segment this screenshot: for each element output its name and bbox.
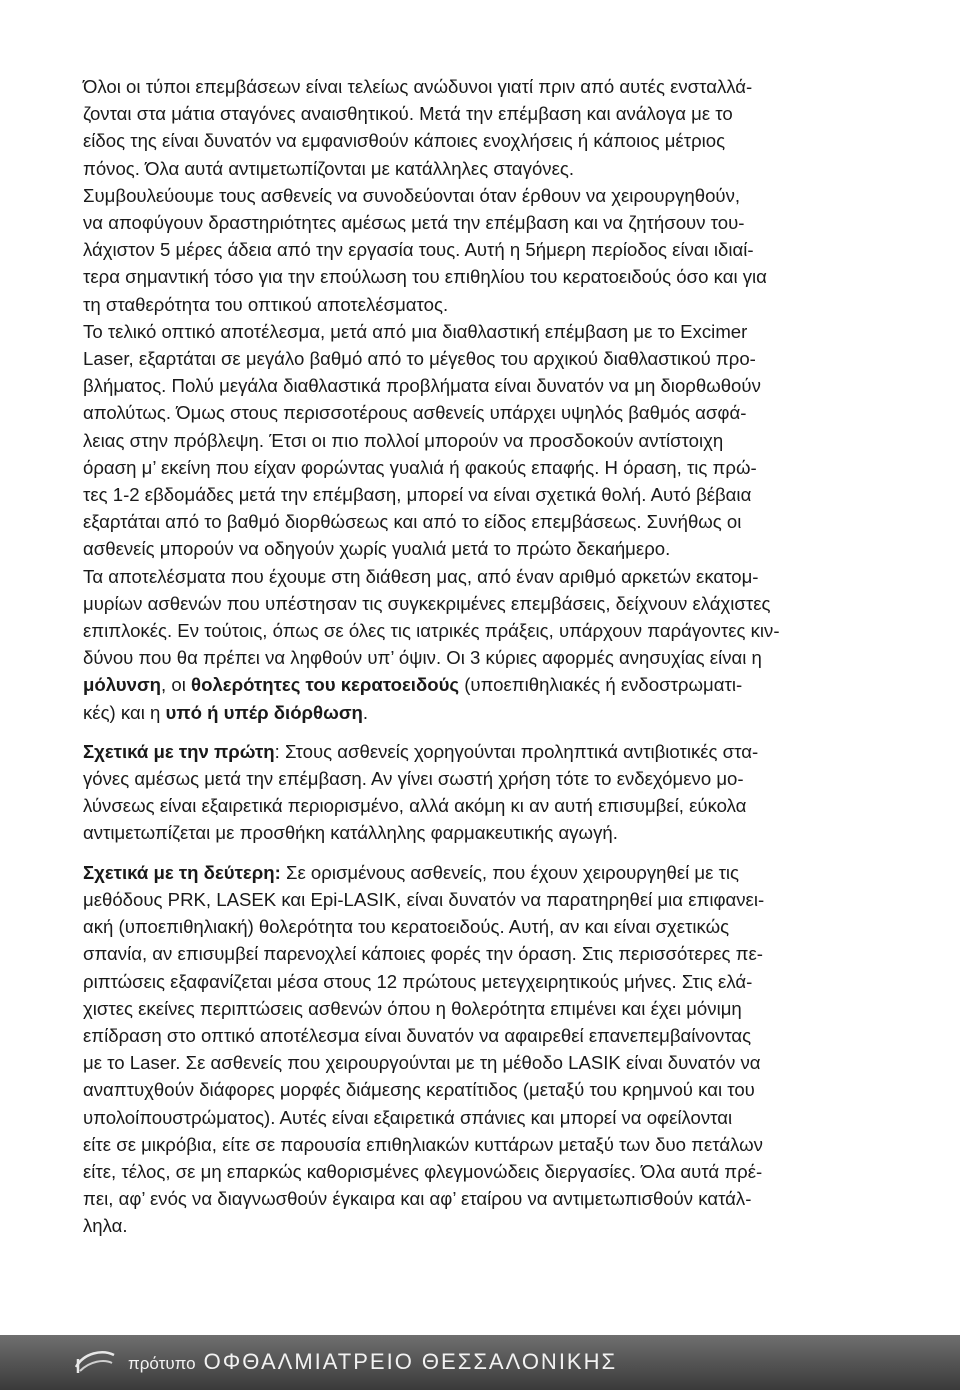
- paragraph-first: [83, 738, 877, 847]
- bold-term-haze: θολερότητες του κερατοειδούς: [191, 674, 460, 696]
- text-fragment: Σε ορισμένους ασθενείς, που έχουν χειρουργηθεί με τις: [280, 861, 740, 883]
- text-line: αντιμετωπίζεται με προσθήκη κατάλληλης φαρμακευτικής αγωγή.: [83, 822, 618, 844]
- bold-term-correction: υπό ή υπέρ διόρθωση: [165, 701, 363, 723]
- text-line: Τα αποτελέσματα που έχουμε στη διάθεση μας, από έναν αριθμό αρκετών εκατομ-: [83, 565, 759, 587]
- text-line: με το Laser. Σε ασθενείς που χειρουργούνται με τη μέθοδο LASIK είναι δυνατόν να: [83, 1052, 761, 1074]
- text-line: Όλοι οι τύποι επεμβάσεων είναι τελείως ανώδυνοι γιατί πριν από αυτές ενσταλλά-: [83, 76, 753, 97]
- text-line: να αποφύγουν δραστηριότητες αμέσως μετά την επέμβαση και να ζητήσουν του-: [83, 212, 745, 234]
- paragraph-recommendations: [83, 182, 877, 318]
- text-line: επίδραση στο οπτικό αποτέλεσμα είναι δυνατόν να αφαιρεθεί επανεπεμβαίνοντας: [83, 1024, 752, 1046]
- paragraph-complications: [83, 563, 877, 726]
- text-line: Συμβουλεύουμε τους ασθενείς να συνοδεύονται όταν έρθουν να χειρουργηθούν,: [83, 184, 741, 206]
- text-line: πει, αφ’ ενός να διαγνωσθούν έγκαιρα και αφ’ εταίρου να αντιμετωπισθούν κατάλ-: [83, 1188, 752, 1210]
- text-line: υπολοίπουστρώματος). Αυτές είναι εξαιρετικά σπάνιες και μπορεί να οφείλονται: [83, 1106, 733, 1128]
- section-heading-second: Σχετικά με τη δεύτερη:: [83, 861, 281, 883]
- document-body: [83, 73, 877, 1240]
- text-fragment: , οι: [161, 674, 192, 696]
- text-line: ριπτώσεις εξαφανίζεται μέσα στους 12 πρώτους μετεγχειρητικούς μήνες. Στις ελά-: [83, 970, 753, 992]
- eye-swoosh-icon: [72, 1345, 116, 1377]
- section-heading-first: Σχετικά με την πρώτη: [83, 740, 275, 762]
- text-line: βλήματος. Πολύ μεγάλα διαθλαστικά προβλήματα είναι δυνατόν να μη διορθωθούν: [83, 375, 761, 397]
- text-line: ληλα.: [83, 1215, 128, 1237]
- text-line: λύνσεως είναι εξαιρετικά περιορισμένο, αλλά ακόμη κι αν αυτή επισυμβεί, εύκολα: [83, 795, 747, 817]
- text-line: Laser, εξαρτάται σε μεγάλο βαθμό από το μέγεθος του αρχικού διαθλαστικού προ-: [83, 348, 756, 370]
- text-line: απολύτως. Όμως στους περισσοτέρους ασθενείς υπάρχει υψηλός βαθμός ασφά-: [83, 402, 747, 424]
- text-line: είδος της είναι δυνατόν να εμφανισθούν κάποιες ενοχλήσεις ή κάποιος μέτριος: [83, 130, 726, 152]
- text-line: τη σταθερότητα του οπτικού αποτελέσματος.: [83, 293, 449, 315]
- paragraph-anesthesia: [83, 73, 877, 182]
- text-line: λειας στην πρόβλεψη. Έτσι οι πιο πολλοί μπορούν να προσδοκούν αντίστοιχη: [83, 429, 724, 451]
- paragraph-final-result: [83, 318, 877, 563]
- text-line: ακή (υποεπιθηλιακή) θολερότητα του κερατοειδούς. Αυτή, αν και είναι σχετικώς: [83, 916, 730, 938]
- text-line: [83, 671, 877, 698]
- text-line: χιστες εκείνες περιπτώσεις ασθενών όπου η θολερότητα επιμένει και έχει μόνιμη: [83, 997, 742, 1019]
- footer-brand: [128, 1349, 617, 1377]
- text-line: πόνος. Όλα αυτά αντιμετωπίζονται με κατάλληλες σταγόνες.: [83, 157, 575, 179]
- text-line: τες 1-2 εβδομάδες μετά την επέμβαση, μπορεί να είναι σχετικά θολή. Αυτό βέβαια: [83, 484, 752, 506]
- footer-prefix: πρότυπο: [128, 1354, 196, 1373]
- text-line: δύνου που θα πρέπει να ληφθούν υπ’ όψιν. Οι 3 κύριες αφορμές ανησυχίας είναι η: [83, 647, 762, 669]
- text-line: είτε σε μικρόβια, είτε σε παρουσία επιθηλιακών κυττάρων μεταξύ των δυο πετάλων: [83, 1133, 763, 1155]
- text-line: επιπλοκές. Εν τούτοις, όπως σε όλες τις ιατρικές πράξεις, υπάρχουν παράγοντες κιν-: [83, 620, 780, 642]
- text-line: γόνες αμέσως μετά την επέμβαση. Αν γίνει σωστή χρήση τότε το ενδεχόμενο μο-: [83, 768, 744, 790]
- bold-term-infection: μόλυνση: [83, 674, 162, 696]
- text-fragment: : Στους ασθενείς χορηγούνται προληπτικά αντιβιοτικές στα-: [274, 740, 759, 762]
- text-line: είτε, τέλος, σε μη επαρκώς καθορισμένες φλεγμονώδεις διεργασίες. Όλα αυτά πρέ-: [83, 1160, 763, 1182]
- text-line: εξαρτάται από το βαθμό διορθώσεως και από το είδος επεμβάσεως. Συνήθως οι: [83, 511, 742, 533]
- paragraph-second: [83, 859, 877, 1240]
- text-fragment: .: [362, 701, 369, 723]
- text-fragment: κές) και η: [83, 701, 166, 723]
- text-line: [83, 699, 877, 726]
- text-line: ασθενείς μπορούν να οδηγούν χωρίς γυαλιά μετά το πρώτο δεκαήμερο.: [83, 538, 671, 560]
- text-line: μυρίων ασθενών που υπέστησαν τις συγκεκριμένες επεμβάσεις, δείχνουν ελάχιστες: [83, 592, 771, 614]
- text-line: Το τελικό οπτικό αποτέλεσμα, μετά από μια διαθλαστική επέμβαση με το Excimer: [83, 320, 748, 342]
- text-line: τερα σημαντική τόσο για την επούλωση του επιθηλίου του κερατοειδούς όσο και για: [83, 266, 767, 288]
- text-line: λάχιστον 5 μέρες άδεια από την εργασία τους. Αυτή η 5ήμερη περίοδος είναι ιδιαί-: [83, 239, 754, 261]
- footer-banner: [0, 1335, 960, 1390]
- text-line: [83, 859, 877, 886]
- footer-clinic-name: ΟΦΘΑΛΜΙΑΤΡΕΙΟ ΘΕΣΣΑΛΟΝΙΚΗΣ: [203, 1349, 618, 1374]
- text-line: ζονται στα μάτια σταγόνες αναισθητικού. Μετά την επέμβαση και ανάλογα με το: [83, 103, 733, 125]
- text-line: [83, 738, 877, 765]
- text-line: όραση μ’ εκείνη που είχαν φορώντας γυαλιά ή φακούς επαφής. Η όραση, τις πρώ-: [83, 456, 757, 478]
- text-fragment: (υποεπιθηλιακές ή ενδοστρωματι-: [459, 674, 743, 696]
- text-line: σπανία, αν επισυμβεί παρενοχλεί κάποιες φορές την όραση. Στις περισσότερες πε-: [83, 943, 763, 965]
- text-line: αναπτυχθούν διάφορες μορφές διάμεσης κερατίτιδος (μεταξύ του κρημνού και του: [83, 1079, 755, 1101]
- text-line: μεθόδους PRK, LASEK και Epi-LASIK, είναι δυνατόν να παρατηρηθεί μια επιφανει-: [83, 888, 765, 910]
